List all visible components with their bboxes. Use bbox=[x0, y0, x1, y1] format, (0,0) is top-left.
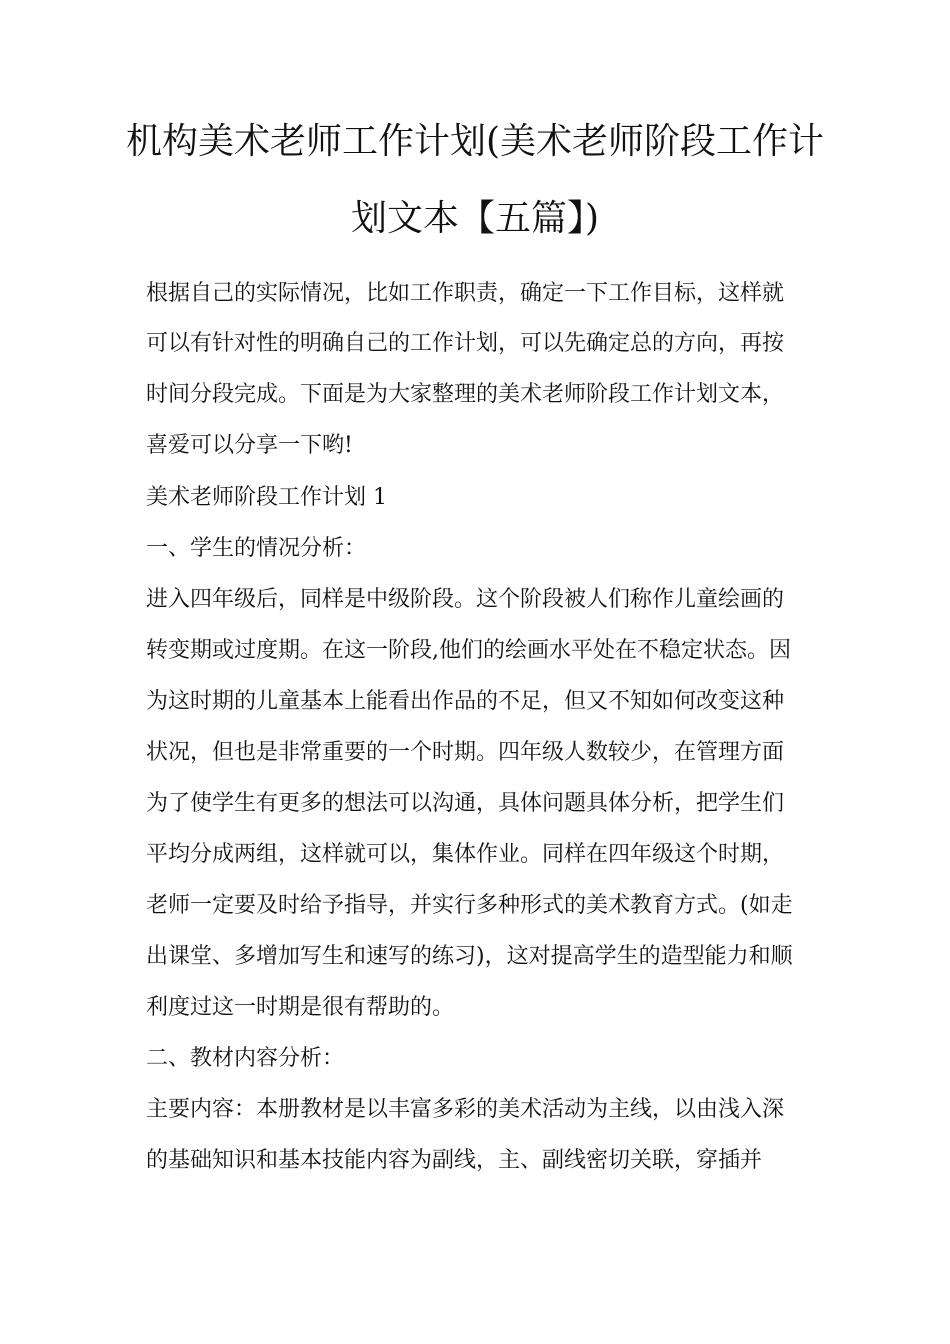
paragraph-line: 进入四年级后，同样是中级阶段。这个阶段被人们称作儿童绘画的 bbox=[146, 587, 785, 612]
section-heading-plan-1: 美术老师阶段工作计划 1 bbox=[146, 485, 387, 510]
paragraph-line: 的基础知识和基本技能内容为副线，主、副线密切关联，穿插并 bbox=[146, 1148, 763, 1173]
document-title-line-2: 划文本【五篇】) bbox=[350, 198, 600, 239]
paragraph-line: 转变期或过度期。在这一阶段,他们的绘画水平处在不稳定状态。因 bbox=[146, 638, 791, 663]
intro-line-4: 喜爱可以分享一下哟! bbox=[146, 433, 353, 458]
paragraph-line: 主要内容：本册教材是以丰富多彩的美术活动为主线，以由浅入深 bbox=[146, 1097, 785, 1122]
paragraph-line: 出课堂、多增加写生和速写的练习)，这对提高学生的造型能力和顺 bbox=[146, 944, 793, 969]
intro-line-2: 可以有针对性的明确自己的工作计划，可以先确定总的方向，再按 bbox=[146, 331, 785, 356]
section-heading-student-analysis: 一、学生的情况分析： bbox=[146, 536, 367, 561]
intro-line-3: 时间分段完成。下面是为大家整理的美术老师阶段工作计划文本， bbox=[146, 382, 785, 407]
paragraph-line: 老师一定要及时给予指导，并实行多种形式的美术教育方式。(如走 bbox=[146, 893, 793, 918]
paragraph-line: 利度过这一时期是很有帮助的。 bbox=[146, 995, 455, 1020]
paragraph-line: 为这时期的儿童基本上能看出作品的不足，但又不知如何改变这种 bbox=[146, 689, 785, 714]
paragraph-line: 状况，但也是非常重要的一个时期。四年级人数较少，在管理方面 bbox=[146, 740, 785, 765]
paragraph-line: 平均分成两组，这样就可以，集体作业。同样在四年级这个时期， bbox=[146, 842, 785, 867]
paragraph-line: 为了使学生有更多的想法可以沟通，具体问题具体分析，把学生们 bbox=[146, 791, 785, 816]
document-title-line-1: 机构美术老师工作计划(美术老师阶段工作计 bbox=[125, 121, 825, 162]
intro-line-1: 根据自己的实际情况，比如工作职责，确定一下工作目标，这样就 bbox=[146, 281, 785, 306]
section-heading-textbook-analysis: 二、教材内容分析： bbox=[146, 1046, 345, 1071]
